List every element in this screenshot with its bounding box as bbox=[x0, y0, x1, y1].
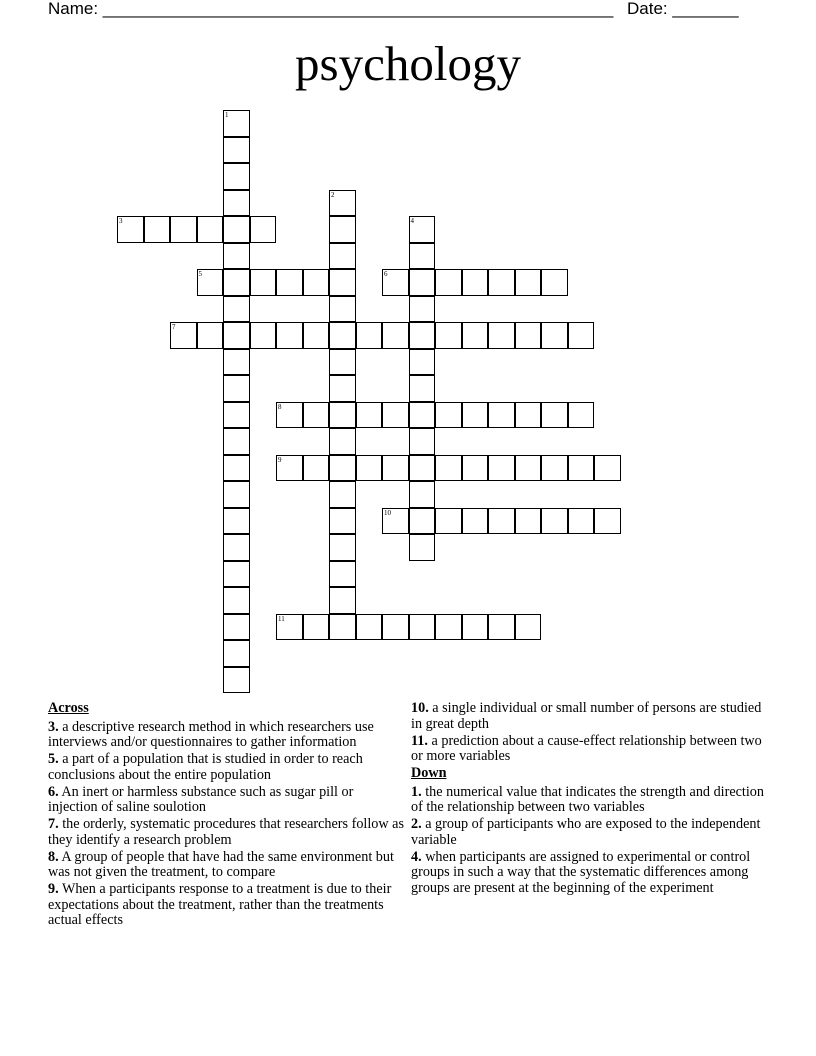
clue-down-2 bbox=[411, 817, 771, 848]
crossword-cell[interactable] bbox=[409, 322, 436, 349]
name-field[interactable]: Name: ______________________________________________________ bbox=[48, 0, 614, 18]
crossword-cell[interactable] bbox=[382, 322, 409, 349]
crossword-cell[interactable] bbox=[541, 455, 568, 482]
clue-across-9 bbox=[48, 882, 404, 929]
crossword-cell[interactable] bbox=[197, 322, 224, 349]
crossword-cell[interactable] bbox=[382, 508, 409, 535]
clue-text: When a participants response to a treatment is due to their expectations about the treatment, rather than the treatments actual effects bbox=[48, 881, 392, 928]
crossword-cell[interactable] bbox=[276, 269, 303, 296]
crossword-cell[interactable] bbox=[223, 375, 250, 402]
crossword-cell[interactable] bbox=[356, 402, 383, 429]
crossword-cell[interactable] bbox=[329, 243, 356, 270]
clue-text: the numerical value that indicates the strength and direction of the relationship between two variables bbox=[411, 783, 764, 815]
crossword-cell[interactable] bbox=[462, 269, 489, 296]
clue-number: 3. bbox=[48, 718, 59, 735]
clue-number: 2. bbox=[411, 816, 422, 832]
crossword-cell[interactable] bbox=[329, 322, 356, 349]
crossword-cell[interactable] bbox=[515, 402, 542, 429]
crossword-cell[interactable] bbox=[435, 455, 462, 482]
crossword-cell[interactable] bbox=[223, 137, 250, 164]
crossword-cell[interactable] bbox=[303, 402, 330, 429]
crossword-cell[interactable] bbox=[303, 614, 330, 641]
crossword-cell[interactable] bbox=[515, 269, 542, 296]
clue-text: a part of a population that is studied in order to reach conclusions about the entire population bbox=[48, 751, 363, 783]
clue-number: 9. bbox=[48, 881, 59, 897]
clue-text: A group of people that have had the same environment but was not given the treatment, to compare bbox=[48, 848, 394, 880]
clue-text: a single individual or small number of persons are studied in great depth bbox=[411, 700, 762, 732]
crossword-cell[interactable] bbox=[329, 428, 356, 455]
cell-number: 11 bbox=[278, 614, 285, 623]
crossword-cell[interactable] bbox=[382, 614, 409, 641]
page-title: psychology bbox=[295, 36, 521, 91]
crossword-cell[interactable] bbox=[223, 534, 250, 561]
crossword-cell[interactable] bbox=[250, 269, 277, 296]
crossword-cell[interactable] bbox=[515, 614, 542, 641]
clue-number: 5. bbox=[48, 751, 59, 767]
crossword-cell[interactable] bbox=[117, 216, 144, 243]
cell-number: 7 bbox=[172, 323, 176, 331]
crossword-cell[interactable] bbox=[329, 508, 356, 535]
crossword-cell[interactable] bbox=[409, 481, 436, 508]
crossword-cell[interactable] bbox=[488, 322, 515, 349]
crossword-cell[interactable] bbox=[329, 614, 356, 641]
crossword-cell[interactable] bbox=[276, 614, 303, 641]
crossword-cell[interactable] bbox=[223, 190, 250, 217]
crossword-cell[interactable] bbox=[356, 455, 383, 482]
cell-number: 9 bbox=[278, 455, 282, 464]
crossword-cell[interactable] bbox=[541, 402, 568, 429]
cell-number: 10 bbox=[384, 508, 391, 517]
clue-down-4 bbox=[411, 850, 771, 897]
clue-across-10 bbox=[411, 701, 771, 732]
crossword-cell[interactable] bbox=[329, 481, 356, 508]
clue-down-1 bbox=[411, 785, 771, 816]
crossword-cell[interactable] bbox=[276, 322, 303, 349]
crossword-cell[interactable] bbox=[170, 216, 197, 243]
crossword-cell[interactable] bbox=[223, 561, 250, 588]
crossword-cell[interactable] bbox=[594, 508, 621, 535]
crossword-cell[interactable] bbox=[409, 614, 436, 641]
crossword-cell[interactable] bbox=[435, 322, 462, 349]
clues-column-right bbox=[411, 701, 771, 898]
crossword-cell[interactable] bbox=[223, 402, 250, 429]
crossword-cell[interactable] bbox=[223, 110, 250, 137]
cell-number: 6 bbox=[384, 270, 388, 278]
crossword-cell[interactable] bbox=[303, 269, 330, 296]
crossword-cell[interactable] bbox=[462, 455, 489, 482]
crossword-cell[interactable] bbox=[223, 296, 250, 323]
across-heading: Across bbox=[48, 700, 89, 716]
crossword-cell[interactable] bbox=[276, 402, 303, 429]
crossword-cell[interactable] bbox=[594, 455, 621, 482]
crossword-cell[interactable] bbox=[250, 322, 277, 349]
clue-across-11 bbox=[411, 734, 771, 765]
crossword-cell[interactable] bbox=[515, 508, 542, 535]
crossword-cell[interactable] bbox=[541, 322, 568, 349]
clues-column-left bbox=[48, 701, 404, 930]
crossword-cell[interactable] bbox=[303, 455, 330, 482]
crossword-cell[interactable] bbox=[223, 428, 250, 455]
clue-text: a descriptive research method in which researchers use interviews and/or questionnaires to gather information bbox=[48, 718, 374, 750]
crossword-cell[interactable] bbox=[329, 296, 356, 323]
crossword-cell[interactable] bbox=[409, 455, 436, 482]
crossword-cell[interactable] bbox=[515, 455, 542, 482]
crossword-cell[interactable] bbox=[329, 587, 356, 614]
crossword-cell[interactable] bbox=[329, 375, 356, 402]
crossword-cell[interactable] bbox=[223, 163, 250, 190]
clue-text: An inert or harmless substance such as sugar pill or injection of saline soulotion bbox=[48, 783, 354, 815]
clue-across-7 bbox=[48, 817, 404, 848]
crossword-cell[interactable] bbox=[223, 587, 250, 614]
date-field[interactable]: Date: _______ bbox=[627, 0, 739, 18]
clue-number: 11. bbox=[411, 732, 428, 749]
crossword-cell[interactable] bbox=[488, 269, 515, 296]
crossword-cell[interactable] bbox=[541, 269, 568, 296]
crossword-cell[interactable] bbox=[223, 667, 250, 694]
crossword-cell[interactable] bbox=[515, 322, 542, 349]
crossword-cell[interactable] bbox=[382, 402, 409, 429]
clue-across-6 bbox=[48, 785, 404, 816]
crossword-cell[interactable] bbox=[409, 402, 436, 429]
crossword-cell[interactable] bbox=[329, 402, 356, 429]
crossword-cell[interactable] bbox=[329, 269, 356, 296]
crossword-cell[interactable] bbox=[223, 322, 250, 349]
crossword-cell[interactable] bbox=[382, 455, 409, 482]
crossword-cell[interactable] bbox=[435, 508, 462, 535]
crossword-cell[interactable] bbox=[223, 455, 250, 482]
crossword-cell[interactable] bbox=[488, 614, 515, 641]
crossword-cell[interactable] bbox=[409, 428, 436, 455]
crossword-cell[interactable] bbox=[170, 322, 197, 349]
clue-number: 7. bbox=[48, 816, 59, 832]
crossword-cell[interactable] bbox=[409, 243, 436, 270]
crossword-cell[interactable] bbox=[356, 322, 383, 349]
crossword-cell[interactable] bbox=[223, 216, 250, 243]
crossword-cell[interactable] bbox=[409, 269, 436, 296]
crossword-cell[interactable] bbox=[409, 375, 436, 402]
crossword-cell[interactable] bbox=[462, 508, 489, 535]
crossword-cell[interactable] bbox=[223, 481, 250, 508]
crossword-cell[interactable] bbox=[409, 296, 436, 323]
crossword-cell[interactable] bbox=[223, 243, 250, 270]
crossword-cell[interactable] bbox=[223, 614, 250, 641]
clue-number: 10. bbox=[411, 700, 429, 716]
clue-number: 1. bbox=[411, 783, 422, 800]
crossword-cell[interactable] bbox=[329, 534, 356, 561]
cell-number: 5 bbox=[198, 270, 202, 278]
crossword-cell[interactable] bbox=[223, 640, 250, 667]
crossword-cell[interactable] bbox=[223, 508, 250, 535]
crossword-cell[interactable] bbox=[197, 216, 224, 243]
crossword-cell[interactable] bbox=[382, 269, 409, 296]
crossword-cell[interactable] bbox=[329, 216, 356, 243]
down-heading: Down bbox=[411, 765, 447, 781]
clue-text: when participants are assigned to experimental or control groups in such a way that the systematic differences among groups are present at the beginning of the experiment bbox=[411, 848, 751, 896]
crossword-cell[interactable] bbox=[488, 508, 515, 535]
clue-text: a group of participants who are exposed to the independent variable bbox=[411, 816, 761, 848]
crossword-cell[interactable] bbox=[250, 216, 277, 243]
clue-number: 6. bbox=[48, 783, 59, 800]
cell-number: 8 bbox=[278, 402, 282, 411]
crossword-cell[interactable] bbox=[303, 322, 330, 349]
crossword-cell[interactable] bbox=[462, 614, 489, 641]
crossword-cell[interactable] bbox=[409, 216, 436, 243]
crossword-cell[interactable] bbox=[488, 455, 515, 482]
crossword-cell[interactable] bbox=[356, 614, 383, 641]
cell-number: 1 bbox=[225, 111, 229, 119]
crossword-cell[interactable] bbox=[462, 402, 489, 429]
clue-across-3 bbox=[48, 720, 404, 751]
crossword-cell[interactable] bbox=[223, 349, 250, 376]
crossword-cell[interactable] bbox=[276, 455, 303, 482]
crossword-cell[interactable] bbox=[488, 402, 515, 429]
clue-number: 8. bbox=[48, 848, 59, 865]
clue-text: a prediction about a cause-effect relationship between two or more variables bbox=[411, 732, 762, 764]
crossword-cell[interactable] bbox=[329, 349, 356, 376]
crossword-cell[interactable] bbox=[462, 322, 489, 349]
clue-across-5 bbox=[48, 752, 404, 783]
cell-number: 3 bbox=[119, 217, 123, 225]
crossword-cell[interactable] bbox=[329, 455, 356, 482]
crossword-cell[interactable] bbox=[568, 322, 595, 349]
crossword-cell[interactable] bbox=[329, 190, 356, 217]
crossword-cell[interactable] bbox=[197, 269, 224, 296]
crossword-cell[interactable] bbox=[223, 269, 250, 296]
crossword-cell[interactable] bbox=[144, 216, 171, 243]
crossword-cell[interactable] bbox=[409, 534, 436, 561]
crossword-cell[interactable] bbox=[541, 508, 568, 535]
clue-text: the orderly, systematic procedures that researchers follow as they identify a research problem bbox=[48, 816, 404, 848]
crossword-cell[interactable] bbox=[568, 508, 595, 535]
crossword-cell[interactable] bbox=[435, 614, 462, 641]
crossword-cell[interactable] bbox=[568, 402, 595, 429]
clue-across-8 bbox=[48, 850, 404, 881]
crossword-cell[interactable] bbox=[409, 349, 436, 376]
cell-number: 2 bbox=[331, 190, 335, 199]
clue-number: 4. bbox=[411, 848, 422, 865]
crossword-cell[interactable] bbox=[568, 455, 595, 482]
cell-number: 4 bbox=[410, 217, 414, 225]
crossword-cell[interactable] bbox=[435, 269, 462, 296]
crossword-cell[interactable] bbox=[329, 561, 356, 588]
crossword-cell[interactable] bbox=[435, 402, 462, 429]
crossword-cell[interactable] bbox=[409, 508, 436, 535]
